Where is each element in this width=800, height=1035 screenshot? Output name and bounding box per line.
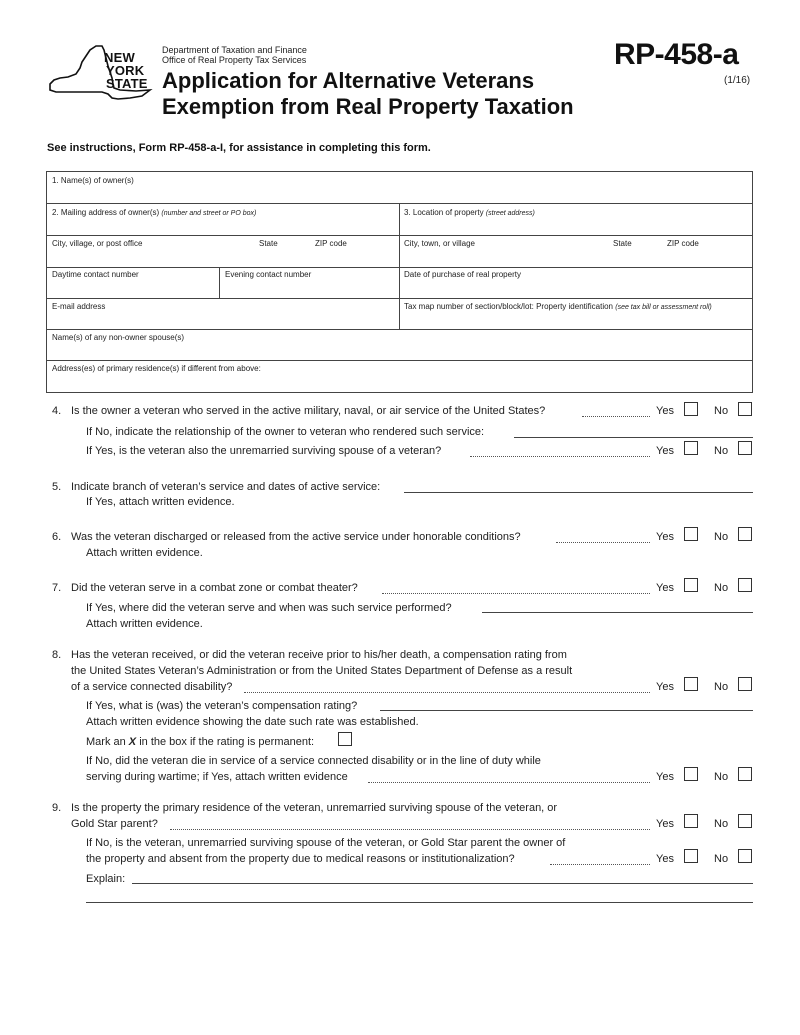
q4-relationship-input[interactable] <box>514 437 753 438</box>
q6-no-checkbox[interactable] <box>738 527 752 541</box>
q4-sub2-text: If Yes, is the veteran also the unremarried surviving spouse of a veteran? <box>86 445 442 457</box>
q9-sub2-no-label: No <box>714 853 729 865</box>
q9-no-label: No <box>714 818 729 830</box>
daytime-phone-field[interactable]: Daytime contact number <box>52 270 139 279</box>
q8-leader <box>244 683 650 693</box>
q7-no-checkbox[interactable] <box>738 578 752 592</box>
q8-number: 8. <box>52 649 62 661</box>
q8-sub5-no-checkbox[interactable] <box>738 767 752 781</box>
q7-yes-checkbox[interactable] <box>684 578 698 592</box>
q8-permanent-checkbox[interactable] <box>338 732 352 746</box>
q8-line2: the United States Veteran’s Administration or from the United States Department of Defense as a result <box>71 665 573 677</box>
q7-yes-label: Yes <box>656 582 674 594</box>
q9-number: 9. <box>52 802 62 814</box>
q8-yes-checkbox[interactable] <box>684 677 698 691</box>
q7-text: Did the veteran serve in a combat zone or combat theater? <box>71 582 358 594</box>
property-state-field[interactable]: State <box>613 239 632 248</box>
property-city-field[interactable]: City, town, or village <box>404 239 475 248</box>
q9-line2: Gold Star parent? <box>71 818 158 830</box>
q6-text: Was the veteran discharged or released from the active service under honorable conditions? <box>71 531 521 543</box>
q6-number: 6. <box>52 531 62 543</box>
logo-word-york: YORK <box>106 63 145 78</box>
q8-sub4-text: If No, did the veteran die in service of a service connected disability or in the line of duty while <box>86 755 541 767</box>
department-line-2: Office of Real Property Tax Services <box>162 55 307 65</box>
q8-rating-input[interactable] <box>380 710 753 711</box>
q8-sub3-text <box>86 736 314 749</box>
q4-sub1-text: If No, indicate the relationship of the owner to veteran who rendered such service: <box>86 426 485 438</box>
q9-sub2-text: the property and absent from the property due to medical reasons or institutionalization? <box>86 853 515 865</box>
logo-word-new: NEW <box>104 50 135 65</box>
q6-no-label: No <box>714 531 729 543</box>
q6-leader <box>556 533 650 543</box>
q8-sub2-text: Attach written evidence showing the date such rate was established. <box>86 716 419 728</box>
q7-no-label: No <box>714 582 729 594</box>
q5-sub1-text: If Yes, attach written evidence. <box>86 496 235 508</box>
q7-sub1-text: If Yes, where did the veteran serve and when was such service performed? <box>86 602 452 614</box>
department-info <box>162 45 307 65</box>
q4-no-checkbox[interactable] <box>738 402 752 416</box>
q8-sub5-leader <box>368 773 650 783</box>
logo-word-state: STATE <box>106 76 148 91</box>
q4-sub2-no-checkbox[interactable] <box>738 441 752 455</box>
q4-sub2-yes-label: Yes <box>656 445 674 457</box>
q9-sub2-leader <box>550 855 650 865</box>
form-title <box>162 68 574 120</box>
purchase-date-field[interactable]: Date of purchase of real property <box>404 270 521 279</box>
primary-residence-field[interactable]: Address(es) of primary residence(s) if different from above: <box>52 364 261 373</box>
q6-yes-checkbox[interactable] <box>684 527 698 541</box>
q8-sub5-no-label: No <box>714 771 729 783</box>
q9-line1: Is the property the primary residence of the veteran, unremarried surviving spouse of the veteran, or <box>71 802 558 814</box>
tax-map-field[interactable] <box>404 302 712 311</box>
instructions-note: See instructions, Form RP-458-a-I, for assistance in completing this form. <box>47 142 431 154</box>
nys-logo <box>46 44 156 100</box>
q4-number: 4. <box>52 405 62 417</box>
q8-sub5-text: serving during wartime; if Yes, attach written evidence <box>86 771 348 783</box>
q9-sub1-text: If No, is the veteran, unremarried surviving spouse of the veteran, or Gold Star parent the owner of <box>86 837 566 849</box>
q9-yes-checkbox[interactable] <box>684 814 698 828</box>
q9-sub2-yes-checkbox[interactable] <box>684 849 698 863</box>
q6-yes-label: Yes <box>656 531 674 543</box>
q9-explain-input-line-1[interactable] <box>132 883 753 884</box>
q7-sub2-text: Attach written evidence. <box>86 618 203 630</box>
q9-no-checkbox[interactable] <box>738 814 752 828</box>
form-title-line-2: Exemption from Real Property Taxation <box>162 94 574 119</box>
q8-sub5-yes-checkbox[interactable] <box>684 767 698 781</box>
property-zip-field[interactable]: ZIP code <box>667 239 699 248</box>
mailing-city-field[interactable]: City, village, or post office <box>52 239 143 248</box>
owner-names-field[interactable]: 1. Name(s) of owner(s) <box>52 176 134 185</box>
mailing-zip-field[interactable]: ZIP code <box>315 239 347 248</box>
property-location-hint: (street address) <box>485 210 535 217</box>
q4-text: Is the owner a veteran who served in the active military, naval, or air service of the United States? <box>71 405 546 417</box>
q8-sub1-text: If Yes, what is (was) the veteran’s compensation rating? <box>86 700 358 712</box>
q8-line3: of a service connected disability? <box>71 681 233 693</box>
q9-yes-label: Yes <box>656 818 674 830</box>
q5-branch-input[interactable] <box>404 492 753 493</box>
tax-map-hint: (see tax bill or assessment roll) <box>615 304 712 311</box>
q4-sub2-yes-checkbox[interactable] <box>684 441 698 455</box>
q5-number: 5. <box>52 481 62 493</box>
q4-sub2-no-label: No <box>714 445 729 457</box>
owner-info-grid <box>46 171 753 393</box>
q8-no-checkbox[interactable] <box>738 677 752 691</box>
q4-no-label: No <box>714 405 729 417</box>
property-location-label: 3. Location of property <box>404 208 484 217</box>
mailing-address-field[interactable] <box>52 208 256 217</box>
q8-yes-label: Yes <box>656 681 674 693</box>
evening-phone-field[interactable]: Evening contact number <box>225 270 312 279</box>
q9-explain-label: Explain: <box>86 873 126 885</box>
q4-yes-label: Yes <box>656 405 674 417</box>
mailing-address-label: 2. Mailing address of owner(s) <box>52 208 160 217</box>
q8-line1: Has the veteran received, or did the veteran receive prior to his/her death, a compensation rating from <box>71 649 567 661</box>
q9-sub2-no-checkbox[interactable] <box>738 849 752 863</box>
non-owner-spouse-field[interactable]: Name(s) of any non-owner spouse(s) <box>52 333 185 342</box>
q8-sub3-post: in the box if the rating is permanent: <box>136 736 315 748</box>
q9-sub2-yes-label: Yes <box>656 853 674 865</box>
q6-sub1-text: Attach written evidence. <box>86 547 203 559</box>
tax-map-label: Tax map number of section/block/lot: Property identification <box>404 302 613 311</box>
q7-where-input[interactable] <box>482 612 753 613</box>
q7-number: 7. <box>52 582 62 594</box>
q7-leader <box>382 584 650 594</box>
q5-text: Indicate branch of veteran’s service and dates of active service: <box>71 481 381 493</box>
q4-yes-checkbox[interactable] <box>684 402 698 416</box>
form-number: RP-458-a <box>614 38 739 71</box>
q4-leader <box>582 407 650 417</box>
q8-sub5-yes-label: Yes <box>656 771 674 783</box>
q9-explain-input-line-2[interactable] <box>86 902 753 903</box>
q8-no-label: No <box>714 681 729 693</box>
form-title-line-1: Application for Alternative Veterans <box>162 68 535 93</box>
property-location-field[interactable] <box>404 208 535 217</box>
q8-sub3-x: X <box>128 736 137 748</box>
q9-leader <box>170 820 650 830</box>
q8-sub3-pre: Mark an <box>86 736 129 748</box>
form-revision: (1/16) <box>724 75 751 86</box>
q4-sub2-leader <box>470 447 650 457</box>
mailing-address-hint: (number and street or PO box) <box>161 210 257 217</box>
mailing-state-field[interactable]: State <box>259 239 278 248</box>
department-line-1: Department of Taxation and Finance <box>162 45 307 55</box>
email-field[interactable]: E-mail address <box>52 302 106 311</box>
